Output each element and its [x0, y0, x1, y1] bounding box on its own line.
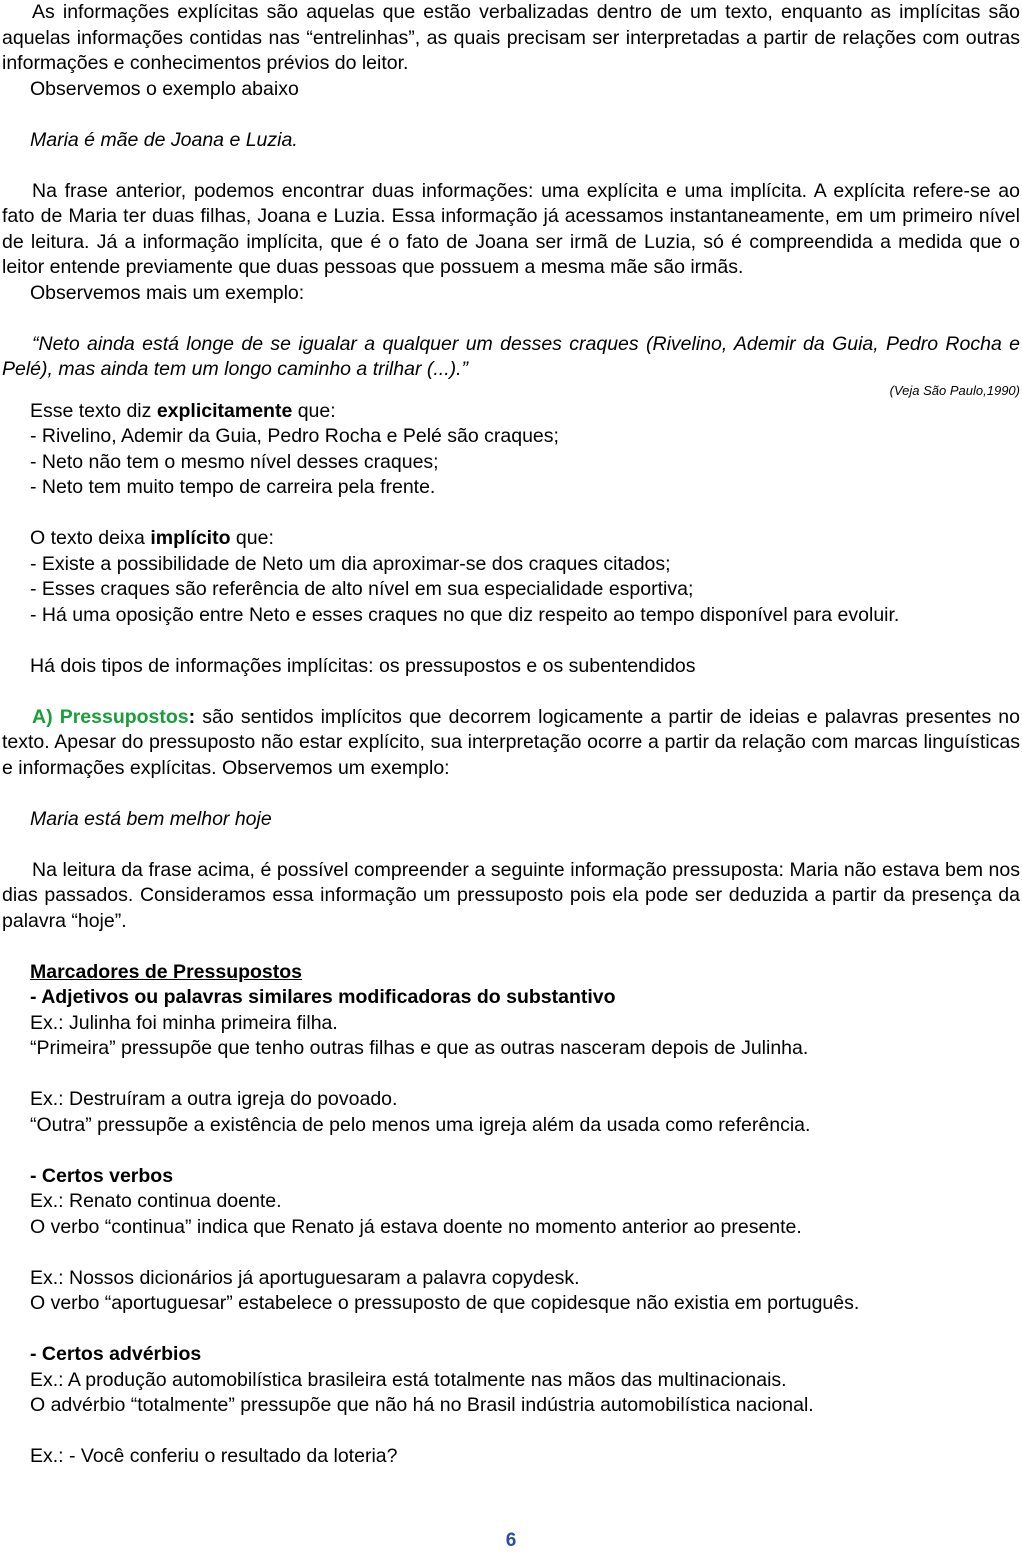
page-number: 6	[505, 1530, 517, 1551]
list-item: - Existe a possibilidade de Neto um dia aproximar-se dos craques citados;	[30, 552, 671, 575]
example-line: Ex.: Julinha foi minha primeira filha.	[30, 1011, 338, 1034]
example-line: Ex.: Nossos dicionários já aportuguesaram a palavra copydesk.	[30, 1266, 580, 1289]
example-note: O verbo “continua” indica que Renato já estava doente no momento anterior ao presente.	[30, 1215, 802, 1238]
pressupostos-example: Maria está bem melhor hoje	[30, 807, 272, 830]
example-line: Ex.: Destruíram a outra igreja do povoado.	[30, 1088, 398, 1110]
adverbs-heading: - Certos advérbios	[30, 1343, 202, 1365]
quote: “Neto ainda está longe de se igualar a qualquer um desses craques (Rivelino, Ademir da Guia, Pedro Rocha e Pelé), mas ainda tem um longo caminho a trilhar (...).”	[2, 332, 1020, 380]
intro-paragraph: As informações explícitas são aquelas que estão verbalizadas dentro de um texto, enquanto as implícitas são aquelas informações contidas nas “entrelinhas”, as quais precisam ser interpretadas a partir de relações com outras informações e conhecimentos prévios do leitor.	[2, 1, 1020, 74]
list-item: - Neto não tem o mesmo nível desses craques;	[30, 450, 439, 473]
example-sentence: Maria é mãe de Joana e Luzia.	[30, 128, 298, 151]
markers-title: Marcadores de Pressupostos	[30, 960, 303, 983]
types-sentence: Há dois tipos de informações implícitas: os pressupostos e os subentendidos	[30, 654, 696, 677]
list-item: - Há uma oposição entre Neto e esses craques no que diz respeito ao tempo disponível para evoluir.	[30, 603, 900, 626]
verbs-heading: - Certos verbos	[30, 1164, 174, 1187]
example-intro: Observemos o exemplo abaixo	[30, 77, 299, 100]
list-item: - Esses craques são referência de alto nível em sua especialidade esportiva;	[30, 578, 694, 600]
pressupostos-paragraph: A) Pressupostos: são sentidos implícitos que decorrem logicamente a partir de ideias e palavras presentes no texto. Apesar do pressuposto não estar explícito, sua interpretação ocorre a partir da relação com marcas linguísticas e informações explícitas. Observemos um exemplo:	[2, 705, 1020, 779]
quote-source: (Veja São Paulo,1990)	[889, 382, 1020, 398]
adjectives-heading: - Adjetivos ou palavras similares modificadoras do substantivo	[30, 986, 616, 1008]
pressupostos-reading: Na leitura da frase acima, é possível compreender a seguinte informação pressuposta: Maria não estava bem nos dias passados. Consideramos essa informação um pressuposto pois ela pode ser deduzida a partir da presença da palavra “hoje”.	[2, 858, 1020, 932]
explicit-heading: Esse texto diz explicitamente que:	[30, 399, 336, 422]
implicit-heading: O texto deixa implícito que:	[30, 527, 274, 549]
explanation-paragraph: Na frase anterior, podemos encontrar duas informações: uma explícita e uma implícita. A explícita refere-se ao fato de Maria ter duas filhas, Joana e Luzia. Essa informação já acessamos instantaneamente, em um primeiro nível de leitura. Já a informação implícita, que é o fato de Joana ser irmã de Luzia, só é compreendida a medida que o leitor entende previamente que duas pessoas que possuem a mesma mãe são irmãs.	[2, 179, 1020, 278]
example-line: Ex.: - Você conferiu o resultado da loteria?	[30, 1445, 398, 1467]
list-item: - Neto tem muito tempo de carreira pela frente.	[30, 476, 436, 498]
example-line: Ex.: A produção automobilística brasileira está totalmente nas mãos das multinacionais.	[30, 1368, 787, 1391]
example-note: O advérbio “totalmente” pressupõe que não há no Brasil indústria automobilística nacional.	[30, 1394, 814, 1416]
example-note: “Primeira” pressupõe que tenho outras filhas e que as outras nasceram depois de Julinha.	[30, 1037, 809, 1059]
another-example-intro: Observemos mais um exemplo:	[30, 281, 305, 304]
list-item: - Rivelino, Ademir da Guia, Pedro Rocha e Pelé são craques;	[30, 425, 559, 447]
example-note: “Outra” pressupõe a existência de pelo menos uma igreja além da usada como referência.	[30, 1113, 811, 1136]
example-note: O verbo “aportuguesar” estabelece o pressuposto de que copidesque não existia em português.	[30, 1292, 860, 1314]
example-line: Ex.: Renato continua doente.	[30, 1190, 282, 1212]
